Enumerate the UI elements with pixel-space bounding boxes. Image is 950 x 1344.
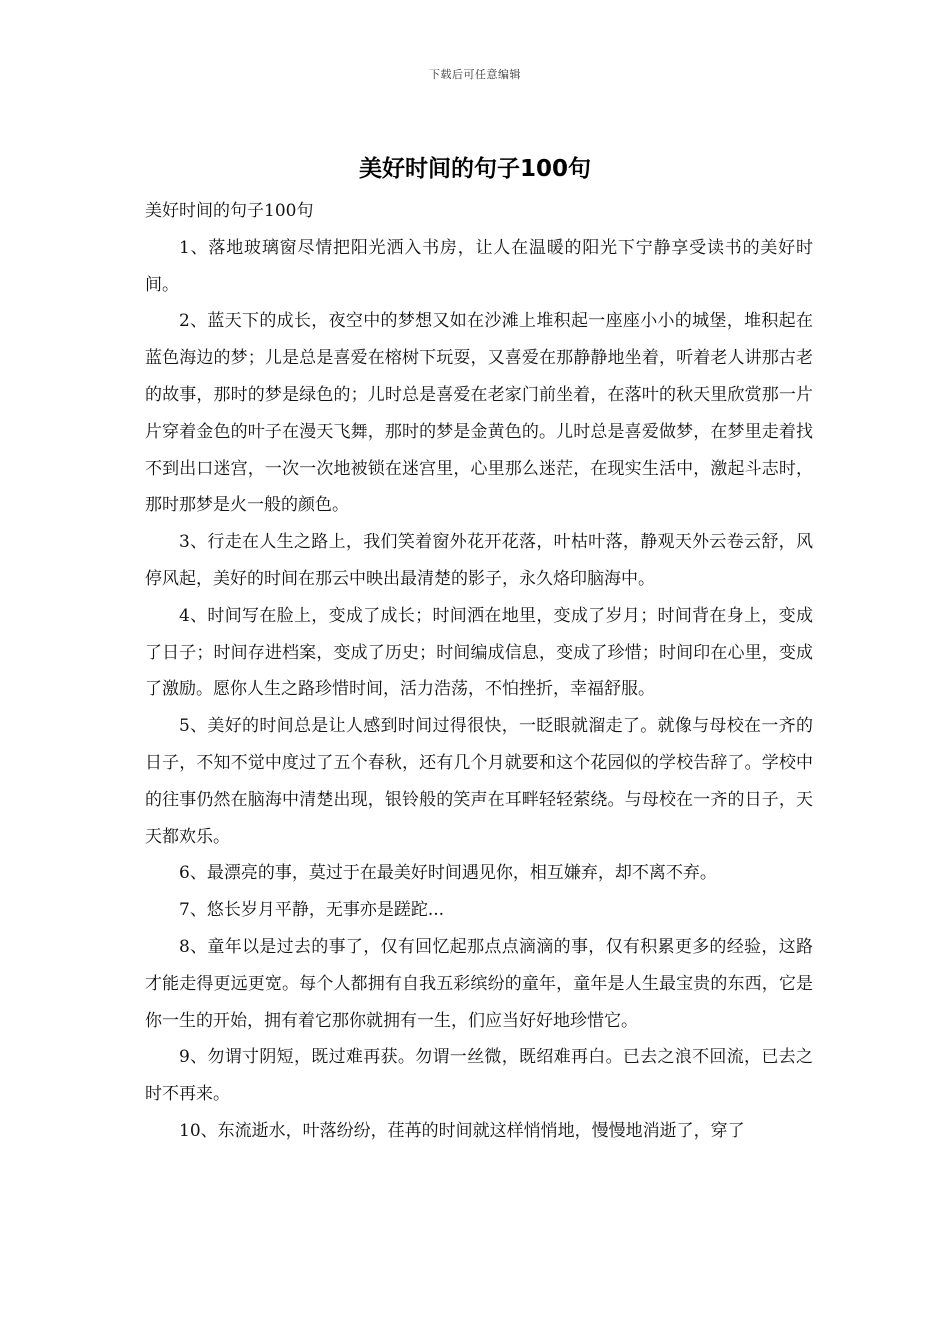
paragraph-6: 6、最漂亮的事，莫过于在最美好时间遇见你，相互嫌弃，却不离不弃。 xyxy=(179,863,717,884)
paragraph-1: 1、落地玻璃窗尽情把阳光洒入书房，让人在温暖的阳光下宁静享受读书的美好时间。 xyxy=(145,237,813,295)
paragraph-8: 8、童年以是过去的事了，仅有回忆起那点点滴滴的事，仅有积累更多的经验，这路才能走得更远更宽。每个人都拥有自我五彩缤纷的童年，童年是人生最宝贵的东西，它是你一生的开始，拥有着它那你就拥有一生，们应当好好地珍惜它。 xyxy=(145,936,813,1031)
paragraph-9: 9、勿谓寸阴短，既过难再获。勿谓一丝微，既绍难再白。已去之浪不回流，已去之时不再来。 xyxy=(145,1047,813,1105)
paragraph-5: 5、美好的时间总是让人感到时间过得很快，一眨眼就溜走了。就像与母校在一齐的日子，不知不觉中度过了五个春秋，还有几个月就要和这个花园似的学校告辞了。学校中的往事仍然在脑海中清楚出现，银铃般的笑声在耳畔轻轻萦绕。与母校在一齐的日子，天天都欢乐。 xyxy=(145,716,813,847)
document-title: 美好时间的句子100句 xyxy=(358,156,591,182)
header-note: 下载后可任意编辑 xyxy=(429,68,521,81)
document-body xyxy=(145,193,813,1150)
paragraph-7: 7、悠长岁月平静，无事亦是蹉跎... xyxy=(179,900,445,921)
document-subtitle: 美好时间的句子100句 xyxy=(145,201,314,221)
paragraph-10: 10、东流逝水，叶落纷纷，荏苒的时间就这样悄悄地，慢慢地消逝了，穿了 xyxy=(179,1120,745,1141)
paragraph-2: 2、蓝天下的成长，夜空中的梦想又如在沙滩上堆积起一座座小小的城堡，堆积起在蓝色海边的梦；儿是总是喜爱在榕树下玩耍，又喜爱在那静静地坐着，听着老人讲那古老的故事，那时的梦是绿色的；儿时总是喜爱在老家门前坐着，在落叶的秋天里欣赏那一片片穿着金色的叶子在漫天飞舞，那时的梦是金黄色的。儿时总是喜爱做梦，在梦里走着找不到出口迷宫，一次一次地被锁在迷宫里，心里那么迷茫，在现实生活中，激起斗志时，那时那梦是火一般的颜色。 xyxy=(145,311,813,516)
paragraph-4: 4、时间写在脸上，变成了成长；时间洒在地里，变成了岁月；时间背在身上，变成了日子；时间存进档案，变成了历史；时间编成信息，变成了珍惜；时间印在心里，变成了激励。愿你人生之路珍惜时间，活力浩荡，不怕挫折，幸福舒服。 xyxy=(145,605,813,700)
paragraph-3: 3、行走在人生之路上，我们笑着窗外花开花落，叶枯叶落，静观天外云卷云舒，风停风起，美好的时间在那云中映出最清楚的影子，永久烙印脑海中。 xyxy=(145,532,813,589)
